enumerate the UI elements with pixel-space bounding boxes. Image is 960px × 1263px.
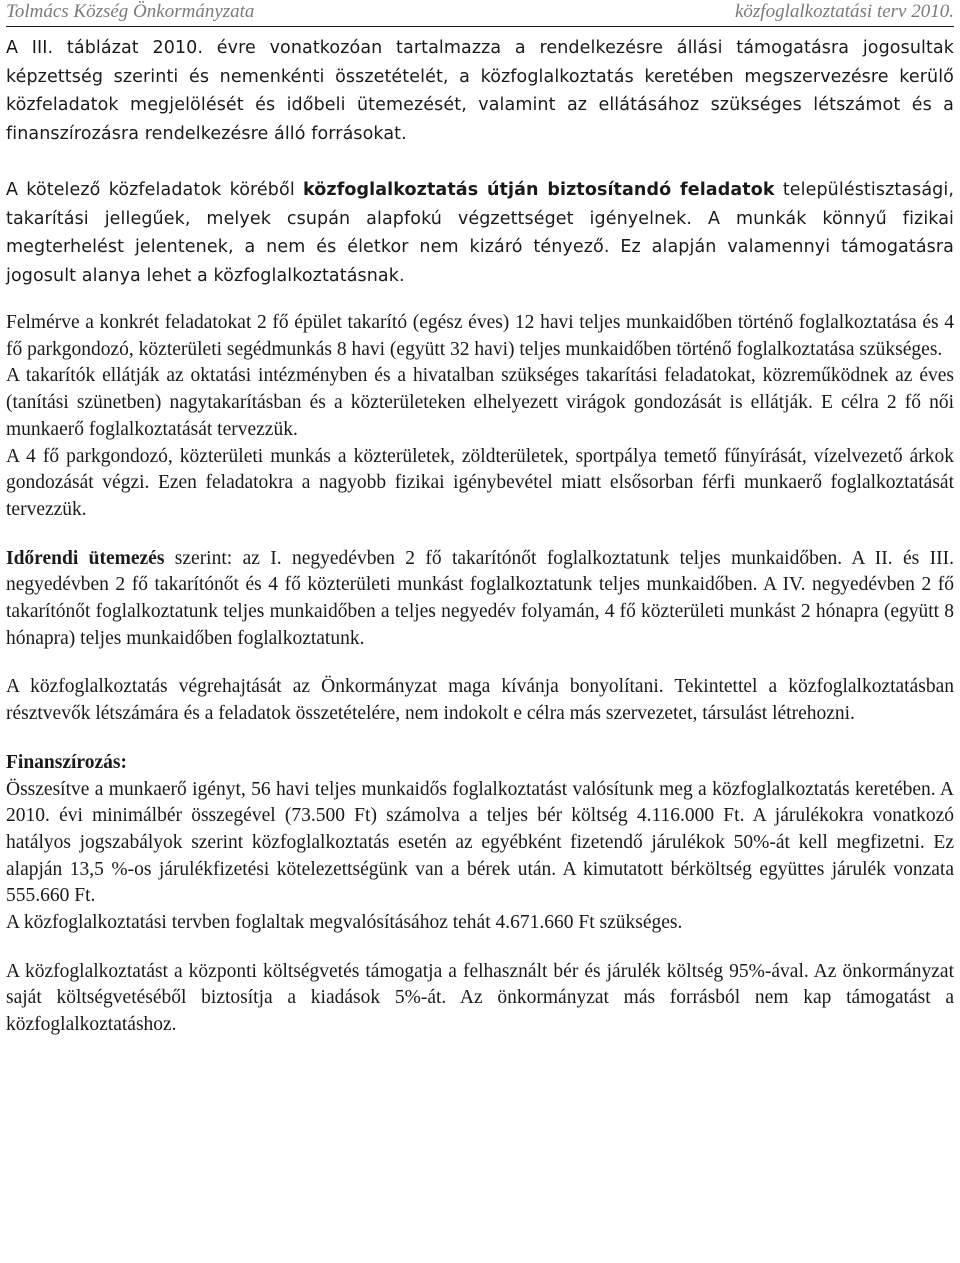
schedule-paragraph: Időrendi ütemezés szerint: az I. negyedévben 2 fő takarítónőt foglalkoztatunk teljes munkaidőben. A II. és III. negyedévben 2 fő takarítónőt és 4 fő közterületi munkást foglalkoztatunk teljes munkaidőben. A IV. negyedévben 2 fő takarítónőt foglalkoztatunk teljes munkaidőben a teljes negyedév folyamán, 4 fő közterületi munkást 2 hónapra (együtt 8 hónapra) teljes munkaidőben foglalkoztatunk.: [6, 547, 954, 649]
finance-total: A közfoglalkoztatási tervben foglaltak megvalósításához tehát 4.671.660 Ft szükséges.: [6, 912, 683, 934]
tasks-paragraph: A kötelező közfeladatok köréből közfoglalkoztatás útján biztosítandó feladatok településtisztasági, takarítási jellegűek, melyek csupán alapfokú végzettséget igényelnek. A munkák könnyű fizikai megterhelést jelentenek, a nem és életkor nem kizáró tényező. Ez alapján valamennyi támogatásra jogosult alanya lehet a közfoglalkoztatásnak.: [6, 180, 955, 286]
finance-heading: Finanszírozás:: [6, 751, 127, 773]
finance-paragraph: Összesítve a munkaerő igényt, 56 havi teljes munkaidős foglalkoztatást valósítunk meg a közfoglalkoztatás keretében. A 2010. évi minimálbér összegével (73.500 Ft) számolva a teljes bér költség 4.116.000 Ft. A járulékokra vonatkozó hatályos jogszabályok szerint közfoglalkoztatás esetén az egyébként fizetendő járulékok 50%-át kell megfizetni. Ez alapján 13,5 %-os járulékfizetési kötelezettségünk van a bérek után. A kimutatott bérköltség együttes járulék vonzata 555.660 Ft.: [6, 778, 954, 907]
page-header: [6, 0, 954, 27]
intro-paragraph: A III. táblázat 2010. évre vonatkozóan tartalmazza a rendelkezésre állási támogatásra jogosultak képzettség szerinti és nemenkénti összetételét, a közfoglalkoztatás keretében megszervezésre kerülő közfeladatok megjelölését és időbeli ütemezését, valamint az ellátásához szükséges létszámot és a finanszírozásra rendelkezésre álló forrásokat.: [6, 38, 954, 144]
header-organization: Tolmács Község Önkormányzata: [6, 1, 255, 22]
schedule-heading: Időrendi ütemezés: [6, 547, 165, 569]
execution-paragraph: A közfoglalkoztatás végrehajtását az Önkormányzat maga kívánja bonyolítani. Tekintettel a közfoglalkoztatásban résztvevők létszámára és a feladatok összetételére, nem indokolt e célra más szervezetet, társulást létrehozni.: [6, 676, 954, 725]
tasks-emphasis: közfoglalkoztatás útján biztosítandó feladatok: [303, 180, 775, 200]
assessment-paragraph: Felmérve a konkrét feladatokat 2 fő épület takarító (egész éves) 12 havi teljes munkaidőben történő foglalkoztatása és 4 fő parkgondozó, közterületi segédmunkás 8 havi (együtt 32 havi) teljes munkaidőben történő foglalkoztatása szükséges.: [6, 312, 954, 360]
cleaners-paragraph: A takarítók ellátják az oktatási intézményben és a hivatalban szükséges takarítási feladatokat, közreműködnek az éves (tanítási szünetben) nagytakarításban és a közterületeken elhelyezett virágok gondozását is ellátják. E célra 2 fő női munkaerő foglalkoztatását tervezzük.: [6, 365, 954, 440]
document-body: [6, 34, 954, 1039]
funding-paragraph: A közfoglalkoztatást a központi költségvetés támogatja a felhasznált bér és járulék költség 95%-ával. Az önkormányzat saját költségvetéséből biztosítja a kiadások 5%-át. Az önkormányzat más forrásból nem kap támogatást a közfoglalkoztatáshoz.: [6, 960, 954, 1036]
header-document-title: közfoglalkoztatási terv 2010.: [734, 1, 954, 22]
park-workers-paragraph: A 4 fő parkgondozó, közterületi munkás a közterületek, zöldterületek, sportpálya temető fűnyírását, vízelvezető árkok gondozását végzi. Ezen feladatokra a nagyobb fizikai igénybevétel miatt elsősorban férfi munkaerő foglalkoztatását tervezzük.: [6, 445, 954, 520]
